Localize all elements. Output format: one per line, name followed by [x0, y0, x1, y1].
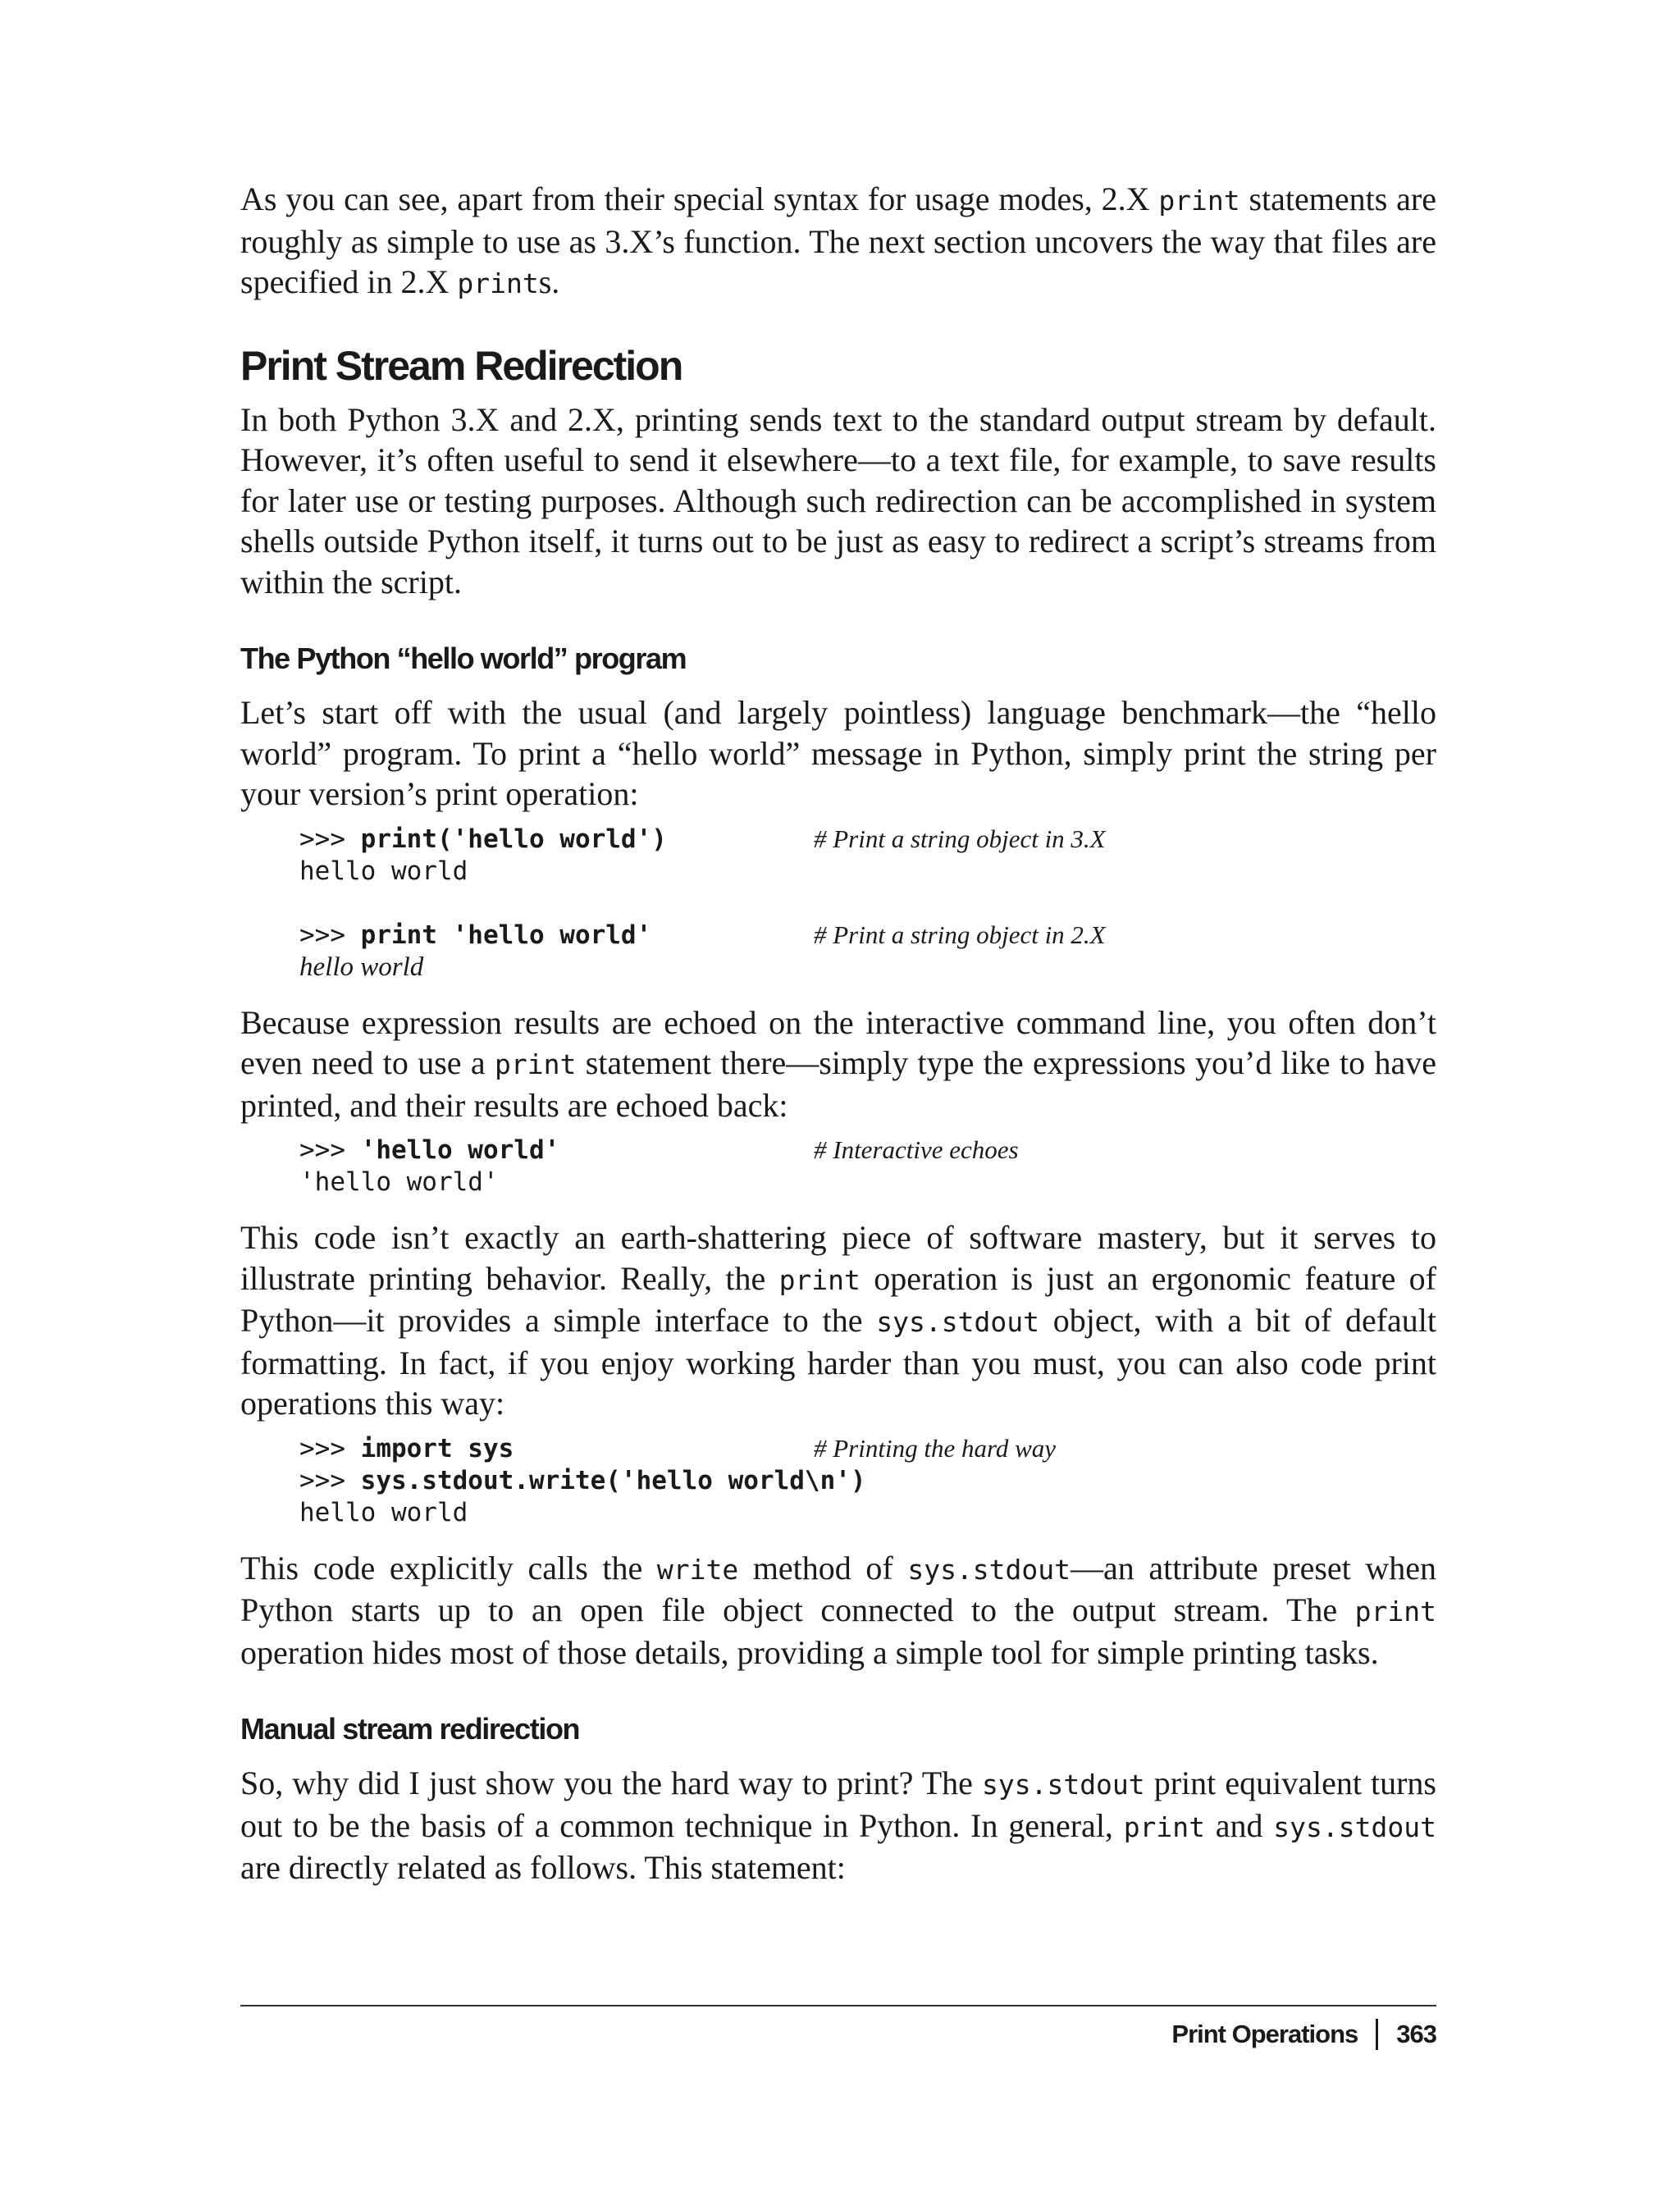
code-output: hello world [299, 1497, 468, 1527]
page-footer [1171, 2019, 1436, 2050]
hello-world-paragraph: Let’s start off with the usual (and largely pointless) language benchmark—the “hello world” program. To print a “hello world” message in Python, simply print the string per your version’s print operation: [240, 694, 1436, 812]
running-section-title: Print Operations [1171, 2020, 1358, 2048]
echo-paragraph: Because expression results are echoed on the interactive command line, you often don’t even need to use a print statement there—simply type the expressions you’d like to have printed, and their results are echoed back: [240, 1003, 1436, 1124]
stdout-paragraph: This code isn’t exactly an earth-shattering piece of software mastery, but it serves to illustrate printing behavior. Really, the print operation is just an ergonomic feature of Python—it provides a simple interface to the sys.stdout object, with a bit of default formatting. In fact, if you enjoy working harder than you must, you can also code print operations this way: [240, 1219, 1436, 1422]
section-heading: Print Stream Redirection [240, 342, 682, 389]
code-comment: # Printing the hard way [814, 1433, 1057, 1463]
section-paragraph: In both Python 3.X and 2.X, printing sends text to the standard output stream by default. However, it’s often useful to send it elsewhere—to a text file, for example, to save results for later use or testing purposes. Although such redirection can be accomplished in system shells outside Python itself, it turns out to be just as easy to redirect a script’s streams from within the script. [240, 400, 1436, 600]
inline-code: print [1123, 1810, 1206, 1843]
subsection-heading-manual-redirection: Manual stream redirection [240, 1712, 580, 1746]
code-comment: # Print a string object in 2.X [814, 920, 1106, 949]
code-output: hello world [299, 952, 424, 982]
page-body [240, 179, 1436, 1888]
code-line: >>> import sys # Printing the hard way [299, 1433, 1057, 1463]
code-block-echo [299, 1135, 1436, 1199]
inline-code: print [778, 1263, 861, 1296]
write-method-paragraph: This code explicitly calls the write method of sys.stdout—an attribute preset when Python starts up to an open file object connected to the output stream. The print operation hides most of those details, providing a simple tool for simple printing tasks. [240, 1549, 1436, 1671]
inline-code: sys.stdout [1273, 1810, 1436, 1843]
code-comment: # Print a string object in 3.X [814, 824, 1106, 853]
code-block-hard-way [299, 1434, 1436, 1530]
code-line: >>> print 'hello world' # Print a string object in 2.X [299, 920, 1106, 950]
code-output: hello world [299, 856, 468, 886]
inline-code: print [495, 1048, 577, 1080]
intro-paragraph: As you can see, apart from their special syntax for usage modes, 2.X print statements are roughly as simple to use as 3.X’s function. The next section uncovers the way that files are specified in 2.X prints. [240, 180, 1436, 300]
footer-separator [1376, 2019, 1378, 2050]
inline-code: sys.stdout [907, 1553, 1071, 1586]
code-block-hello-world [299, 824, 1436, 984]
inline-code: print [457, 267, 539, 299]
manual-redirection-paragraph: So, why did I just show you the hard way to print? The sys.stdout print equivalent turns out to be the basis of a common technique in Python. In general, print and sys.stdout are directly related as follows. This statement: [240, 1764, 1436, 1886]
inline-code: print [1158, 185, 1240, 217]
page-number: 363 [1396, 2020, 1436, 2048]
footer-divider [240, 2005, 1436, 2006]
inline-code: write [656, 1553, 739, 1586]
inline-code: sys.stdout [876, 1306, 1039, 1338]
code-comment: # Interactive echoes [814, 1135, 1019, 1164]
code-line: >>> sys.stdout.write('hello world\n') [299, 1465, 866, 1495]
subsection-heading-hello-world: The Python “hello world” program [240, 641, 687, 675]
code-line: >>> print('hello world') # Print a string object in 3.X [299, 824, 1106, 854]
inline-code: print [1354, 1596, 1436, 1628]
code-line: >>> 'hello world' # Interactive echoes [299, 1135, 1019, 1165]
inline-code: sys.stdout [981, 1769, 1145, 1801]
code-output: 'hello world' [299, 1167, 499, 1197]
